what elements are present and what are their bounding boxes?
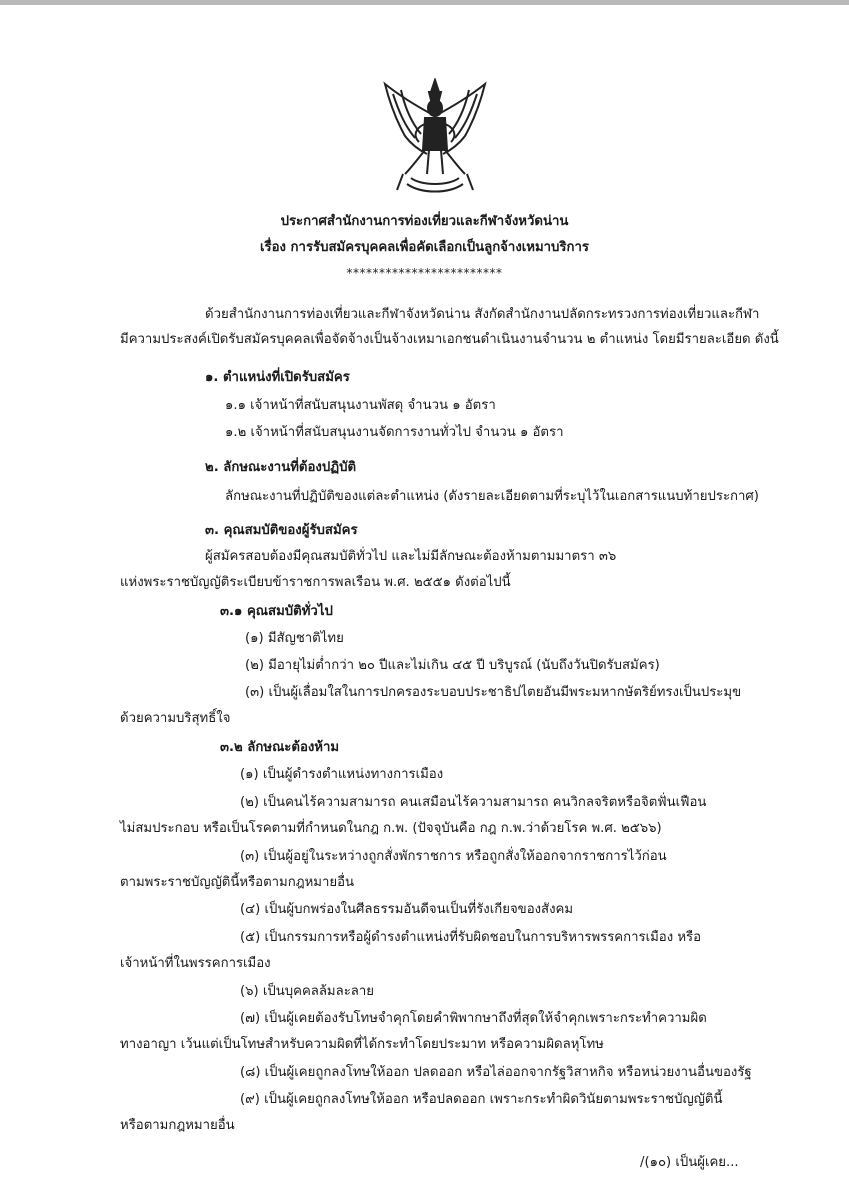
prohibited-item-4: (๔) เป็นผู้บกพร่องในศีลธรรมอันดีจนเป็นที่รังเกียจของสังคม (240, 902, 574, 917)
general-item-2: (๒) มีอายุไม่ต่ำกว่า ๒๐ ปีและไม่เกิน ๔๕ ปี บริบูรณ์ (นับถึงวันปิดรับสมัคร) (245, 658, 660, 673)
intro-line-1: ด้วยสำนักงานการท่องเที่ยวและกีฬาจังหวัดน่าน สังกัดสำนักงานปลัดกระทรวงการท่องเที่ยวและกีฬา (205, 307, 760, 322)
prohibited-item-5-cont: เจ้าหน้าที่ในพรรคการเมือง (120, 956, 271, 971)
prohibited-item-9-cont: หรือตามกฎหมายอื่น (120, 1118, 235, 1133)
section-2-heading: ๒. ลักษณะงานที่ต้องปฏิบัติ (205, 460, 357, 475)
garuda-emblem (375, 78, 495, 196)
general-item-3-cont: ด้วยความบริสุทธิ์ใจ (120, 711, 231, 726)
top-border (0, 0, 849, 5)
section-3-intro-2: แห่งพระราชบัญญัติระเบียบข้าราชการพลเรือน พ.ศ. ๒๕๕๑ ดังต่อไปนี้ (120, 575, 511, 590)
section-1-item-1: ๑.๑ เจ้าหน้าที่สนับสนุนงานพัสดุ จำนวน ๑ อัตรา (225, 398, 496, 413)
prohibited-item-2: (๒) เป็นคนไร้ความสามารถ คนเสมือนไร้ความสามารถ คนวิกลจริตหรือจิตฟั่นเฟือน (240, 795, 707, 810)
general-item-3: (๓) เป็นผู้เลื่อมใสในการปกครองระบอบประชาธิปไตยอันมีพระมหากษัตริย์ทรงเป็นประมุข (245, 685, 742, 700)
document-subject: เรื่อง การรับสมัครบุคคลเพื่อคัดเลือกเป็นลูกจ้างเหมาบริการ (260, 240, 589, 255)
prohibited-item-5: (๕) เป็นกรรมการหรือผู้ดำรงตำแหน่งที่รับผิดชอบในการบริหารพรรคการเมือง หรือ (240, 930, 702, 945)
prohibited-item-7-cont: ทางอาญา เว้นแต่เป็นโทษสำหรับความผิดที่ได้กระทำโดยประมาท หรือความผิดลหุโทษ (120, 1037, 604, 1052)
prohibited-item-7: (๗) เป็นผู้เคยต้องรับโทษจำคุกโดยคำพิพากษาถึงที่สุดให้จำคุกเพราะกระทำความผิด (240, 1011, 707, 1026)
section-3-intro-1: ผู้สมัครสอบต้องมีคุณสมบัติทั่วไป และไม่มีลักษณะต้องห้ามตามมาตรา ๓๖ (205, 549, 617, 564)
document-title: ประกาศสำนักงานการท่องเที่ยวและกีฬาจังหวัดน่าน (280, 214, 569, 229)
prohibited-item-3-cont: ตามพระราชบัญญัตินี้หรือตามกฎหมายอื่น (120, 875, 355, 890)
prohibited-item-3: (๓) เป็นผู้อยู่ในระหว่างถูกสั่งพักราชการ หรือถูกสั่งให้ออกจากราชการไว้ก่อน (240, 849, 667, 864)
prohibited-item-2-cont: ไม่สมประกอบ หรือเป็นโรคตามที่กำหนดในกฎ ก.พ. (ปัจจุบันคือ กฎ ก.พ.ว่าด้วยโรค พ.ศ. ๒๕๖๖) (120, 821, 662, 836)
general-item-1: (๑) มีสัญชาติไทย (245, 631, 344, 646)
section-1-heading: ๑. ตำแหน่งที่เปิดรับสมัคร (205, 370, 350, 385)
prohibited-heading: ๓.๒ ลักษณะต้องห้าม (220, 740, 340, 755)
prohibited-item-1: (๑) เป็นผู้ดำรงตำแหน่งทางการเมือง (240, 767, 444, 782)
section-2-text: ลักษณะงานที่ปฏิบัติของแต่ละตำแหน่ง (ดังรายละเอียดตามที่ระบุไว้ในเอกสารแนบท้ายประกาศ) (225, 489, 759, 504)
section-3-heading: ๓. คุณสมบัติของผู้รับสมัคร (205, 523, 358, 538)
prohibited-item-6: (๖) เป็นบุคคลล้มละลาย (240, 984, 374, 999)
section-1-item-2: ๑.๒ เจ้าหน้าที่สนับสนุนงานจัดการงานทั่วไป จำนวน ๑ อัตรา (225, 425, 564, 440)
prohibited-item-9: (๙) เป็นผู้เคยถูกลงโทษให้ออก หรือปลดออก เพราะกระทำผิดวินัยตามพระราชบัญญัตินี้ (240, 1092, 723, 1107)
general-qualifications-heading: ๓.๑ คุณสมบัติทั่วไป (220, 604, 333, 619)
prohibited-item-8: (๘) เป็นผู้เคยถูกลงโทษให้ออก ปลดออก หรือไล่ออกจากรัฐวิสาหกิจ หรือหน่วยงานอื่นของรัฐ (240, 1065, 752, 1080)
page-continuation: /(๑๐) เป็นผู้เคย... (640, 1155, 739, 1170)
title-separator: ************************ (346, 266, 503, 280)
intro-line-2: มีความประสงค์เปิดรับสมัครบุคคลเพื่อจัดจ้างเป็นจ้างเหมาเอกชนดำเนินงานจำนวน ๒ ตำแหน่ง โดยมีรายละเอียด ดังนี้ (120, 332, 779, 347)
